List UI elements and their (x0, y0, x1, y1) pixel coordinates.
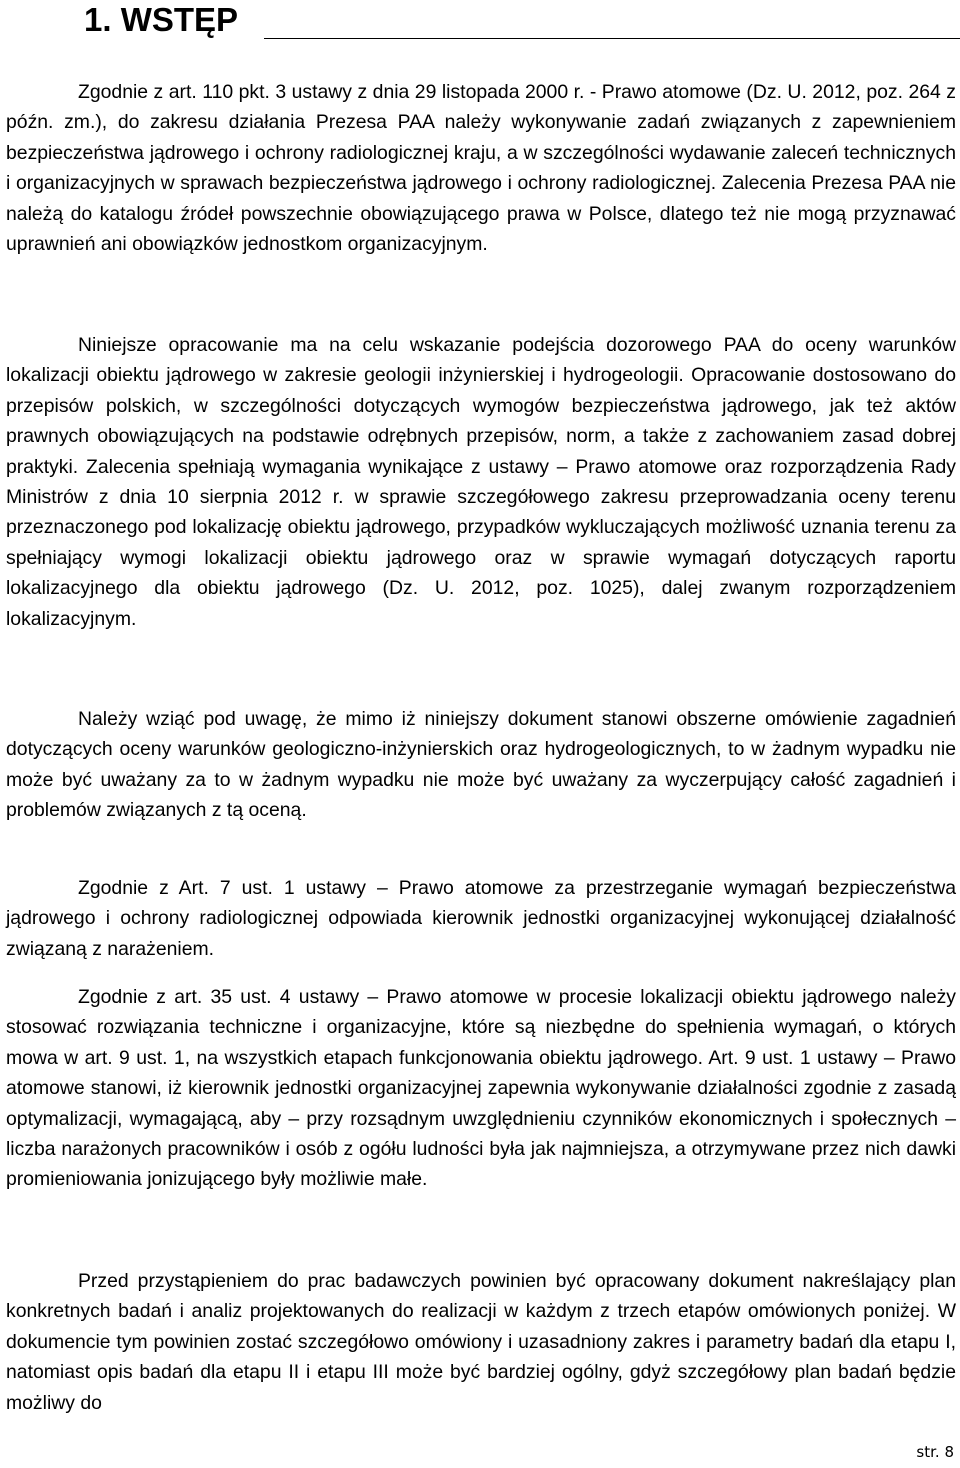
page-number: str. 8 (916, 1443, 954, 1461)
paragraph-legal-basis: Zgodnie z art. 110 pkt. 3 ustawy z dnia 29 listopada 2000 r. - Prawo atomowe (Dz. U. 2012, poz. 264 z późn. zm.), do zakresu działania Prezesa PAA należy wykonywanie zadań związanych z zapewnieniem bezpieczeństwa jądrowego i ochrony radiologicznej kraju, a w szczególności wydawanie zaleceń technicznych i organizacyjnych w sprawach bezpieczeństwa jądrowego i ochrony radiologicznej. Zalecenia Prezesa PAA nie należą do katalogu źródeł powszechnie obowiązującego prawa w Polsce, dlatego też nie mogą przyznawać uprawnień ani obowiązków jednostkom organizacyjnym. (6, 81, 956, 256)
heading-underline (264, 38, 960, 39)
section-heading (84, 0, 960, 44)
section-title (84, 0, 238, 40)
paragraph-responsibility: Zgodnie z Art. 7 ust. 1 ustawy – Prawo atomowe za przestrzeganie wymagań bezpieczeństwa jądrowego i ochrony radiologicznej odpowiada kierownik jednostki organizacyjnej wykonującej działalność związaną z narażeniem. (6, 877, 956, 960)
paragraph-optimization: Zgodnie z art. 35 ust. 4 ustawy – Prawo atomowe w procesie lokalizacji obiektu jądrowego należy stosować rozwiązania techniczne i organizacyjne, które są niezbędne do spełnienia wymagań, o których mowa w art. 9 ust. 1, na wszystkich etapach funkcjonowania obiektu jądrowego. Art. 9 ust. 1 ustawy – Prawo atomowe stanowi, iż kierownik jednostki organizacyjnej zapewnia wykonywanie działalności zgodnie z zasadą optymalizacji, wymagającą, aby – przy rozsądnym uwzględnieniu czynników ekonomicznych i społecznych – liczba narażonych pracowników i osób z ogółu ludności była jak najmniejsza, a otrzymywane przez nich dawki promieniowania jonizującego były możliwie małe. (6, 986, 956, 1191)
paragraph-purpose: Niniejsze opracowanie ma na celu wskazanie podejścia dozorowego PAA do oceny warunków lokalizacji obiektu jądrowego w zakresie geologii inżynierskiej i hydrogeologii. Opracowanie dostosowano do przepisów polskich, w szczególności dotyczących wymogów bezpieczeństwa jądrowego, jak też aktów prawnych obowiązujących na podstawie odrębnych przepisów, norm, a także z zachowaniem zasad dobrej praktyki. Zalecenia spełniają wymagania wynikające z ustawy – Prawo atomowe oraz rozporządzenia Rady Ministrów z dnia 10 sierpnia 2012 r. w sprawie szczegółowego zakresu przeprowadzania oceny terenu przeznaczonego pod lokalizację obiektu jądrowego, przypadków wykluczających możliwość uznania terenu za spełniający wymogi lokalizacji obiektu jądrowego oraz w sprawie wymagań dotyczących raportu lokalizacyjnego dla obiektu jądrowego (Dz. U. 2012, poz. 1025), dalej zwanym rozporządzeniem lokalizacyjnym. (6, 334, 956, 630)
paragraph-research-plan: Przed przystąpieniem do prac badawczych powinien być opracowany dokument nakreślający plan konkretnych badań i analiz projektowanych do realizacji w każdym z trzech etapów omówionych poniżej. W dokumencie tym powinien zostać szczegółowo omówiony i uzasadniony zakres i parametry badań dla etapu I, natomiast opis badań dla etapu II i etapu III może być bardziej ogólny, gdyż szczegółowy plan badań będzie możliwy do (6, 1270, 956, 1414)
paragraph-scope-note: Należy wziąć pod uwagę, że mimo iż niniejszy dokument stanowi obszerne omówienie zagadnień dotyczących oceny warunków geologiczno-inżynierskich oraz hydrogeologicznych, to w żadnym wypadku nie może być uważany za to w żadnym wypadku nie może być uważany za wyczerpujący całość zagadnień i problemów związanych z tą oceną. (6, 708, 956, 822)
section-number: 1. (84, 1, 112, 38)
section-title-text: WSTĘP (120, 1, 239, 38)
